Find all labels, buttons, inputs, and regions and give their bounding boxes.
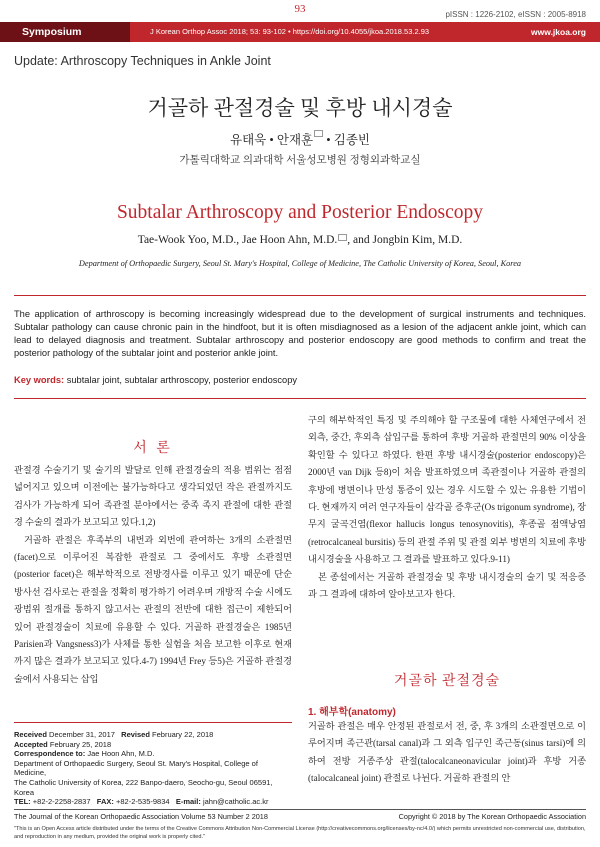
author-1: 유태욱 xyxy=(230,133,267,147)
english-authors-a: Tae-Wook Yoo, M.D., Jae Hoon Ahn, M.D. xyxy=(137,234,338,246)
address-1: Department of Orthopaedic Surgery, Seoul St. Mary's Hospital, College of Medicine, xyxy=(14,758,258,778)
abstract: The application of arthroscopy is becoming increasingly widespread due to the development of surgical instruments and techniques. Subtalar pathology can cause chronic pain in the hindfoot, but it is often misdiagnosed as a lesion of the adjacent ankle joint, which can lead to delayed diagnosis and treatment. Subtalar arthroscopy and posterior endoscopy are good methods to confirm and treat the posterior pathology of the subtalar joint and posterior ankle joint. xyxy=(14,309,586,358)
page-number: 93 xyxy=(294,3,306,15)
paragraph: 거골하 관절은 후족부의 내번과 외번에 관여하는 3개의 소관절면(facet)으로 이루어진 복잡한 관절로 그 중에서도 후방 소관절면(posterior facet)은 해부학적으로 전방경사를 이루고 있기 때문에 단순 방사선 검사로는 관절을 정확히 평가하기 어려우며 개방적 수술 시에도 광범위 절개를 통하지 않고서는 관절의 전반에 대한 접근이 제한되어 있어 관절경술이 치료에 유용할 수 있다. 거골하 관절경술은 1985년 Parisien과 Vangsness3)가 사체를 통한 실험을 처음 보고한 이후로 현재까지 많은 결과가 보고되고 있다.4-7) 1994년 Frey 등5)은 거골하 관절경술에서 사용되는 삽입 xyxy=(14,534,292,684)
korean-affiliation: 가톨릭대학교 의과대학 서울성모병원 정형외과학교실 xyxy=(179,155,421,166)
journal-banner xyxy=(0,22,600,42)
english-title: Subtalar Arthroscopy and Posterior Endoscopy xyxy=(116,202,484,223)
right-column-text xyxy=(308,412,586,603)
footer-license: "This is an Open Access article distributed under the terms of the Creative Commons Attribution Non-Commercial License (http://creativecommons.org/licenses/by-nc/4.0/) which permits unrestricted non-commercial use, distribution, and reproduction in any medium, provided the original work is properly cited." xyxy=(14,826,586,840)
subsection-title: 1. 해부학(anatomy) xyxy=(308,707,396,718)
dates-line-2: Accepted February 25, 2018 xyxy=(14,739,112,749)
paragraph: 관절경 수술기기 및 술기의 발달로 인해 관절경술의 적용 범위는 점점 넓어지고 있으며 이전에는 불가능하다고 생각되었던 작은 관절까지도 검사가 가능하게 되어 족관절 분야에서는 중족 족지 관절에 대한 관절경 수술의 결과가 보고되고 있다.1,2) xyxy=(14,465,292,528)
footer-divider xyxy=(14,809,586,810)
english-authors-b: , and Jongbin Kim, M.D. xyxy=(347,234,463,246)
subsection-text xyxy=(308,718,586,788)
keywords-label: Key words: xyxy=(14,375,65,385)
english-affiliation: Department of Orthopaedic Surgery, Seoul St. Mary's Hospital, College of Medicine, The Catholic University of Korea, Seoul, Korea xyxy=(78,259,522,268)
contact-line: TEL: +82-2-2258-2837 FAX: +82-2-535-9834 E-mail: jahn@catholic.ac.kr xyxy=(14,797,269,807)
meta-divider xyxy=(14,722,292,723)
email-icon xyxy=(314,130,323,137)
korean-authors: 유태욱 • 안재훈 • 김종빈 xyxy=(0,130,600,148)
update-label: Update: Arthroscopy Techniques in Ankle Joint xyxy=(14,54,271,68)
keywords xyxy=(14,375,297,385)
author-3: 김종빈 xyxy=(333,133,370,147)
footer-journal-name: The Journal of the Korean Orthopaedic Association Volume 53 Number 2 2018 xyxy=(14,812,268,821)
divider xyxy=(14,398,586,399)
divider xyxy=(14,295,586,296)
korean-title: 거골하 관절경술 및 후방 내시경술 xyxy=(147,96,453,120)
dates-line-1: Received December 31, 2017 Revised February 22, 2018 xyxy=(14,730,214,739)
journal-website[interactable]: www.jkoa.org xyxy=(531,27,586,37)
email-link[interactable]: jahn@catholic.ac.kr xyxy=(202,797,269,807)
paragraph: 본 종설에서는 거골하 관절경술 및 후방 내시경술의 술기 및 적응증과 그 결과에 대하여 알아보고자 한다. xyxy=(308,571,586,600)
footer-copyright: Copyright © 2018 by The Korean Orthopaedic Association xyxy=(398,812,586,821)
correspondence: Correspondence to: Jae Hoon Ahn, M.D. xyxy=(14,749,155,759)
section-label: Symposium xyxy=(0,22,130,42)
email-icon xyxy=(338,234,347,241)
paragraph: 거골하 관절은 매우 안정된 관절로서 전, 중, 후 3개의 소관절면으로 이루어지며 족근관(tarsal canal)과 그 외측 입구인 족근동(sinus tarsi)에 의하여 전방 거종주상 관절(talocalcaneonavicular joint)과 후방 거종(talocalcaneal joint) 관절로 나뉜다. 거골하 관절의 안 xyxy=(308,721,586,784)
intro-heading: 서 론 xyxy=(133,441,173,456)
author-2: 안재훈 xyxy=(276,133,314,147)
paragraph: 구의 해부학적인 특징 및 주의해야 할 구조물에 대한 사체연구에서 전외측, 중간, 후외측 삽입구를 통하여 후방 거골하 관절면의 90% 이상을 확인할 수 있다고 하였다. 한편 후방 내시경술(posterior endoscopy)은 2000년 van Dijk 등8)이 처음 발표하였으며 족관절이나 거골하 관절의 후방에 병변이나 만성 통증이 있는 경우 시도할 수 있는 유용한 기법이다. 현재까지 여러 연구자들이 삼각골 증후군(Os trigonum syndrome), 장무지 굴곡건염(flexor hallucis longus tenosynovitis), 후종골 점액낭염(retrocalcaneal bursitis) 등의 관절 주위 및 관절 외부 병변의 치료에 후방 내시경술을 사용하고 그 결과를 발표하고 있다.9-11) xyxy=(308,415,586,565)
section2-heading: 거골하 관절경술 xyxy=(393,674,501,689)
keywords-text: subtalar joint, subtalar arthroscopy, posterior endoscopy xyxy=(66,375,298,385)
english-authors xyxy=(0,234,600,246)
issn: pISSN : 1226-2102, eISSN : 2005-8918 xyxy=(445,10,586,19)
article-meta xyxy=(14,730,292,807)
journal-reference: J Korean Orthop Assoc 2018; 53: 93-102 • https://doi.org/10.4055/jkoa.2018.53.2.93 xyxy=(150,27,430,36)
footer-journal xyxy=(14,812,586,821)
left-column-text xyxy=(14,462,292,688)
address-2: The Catholic University of Korea, 222 Banpo-daero, Seocho-gu, Seoul 06591, Korea xyxy=(14,777,273,797)
